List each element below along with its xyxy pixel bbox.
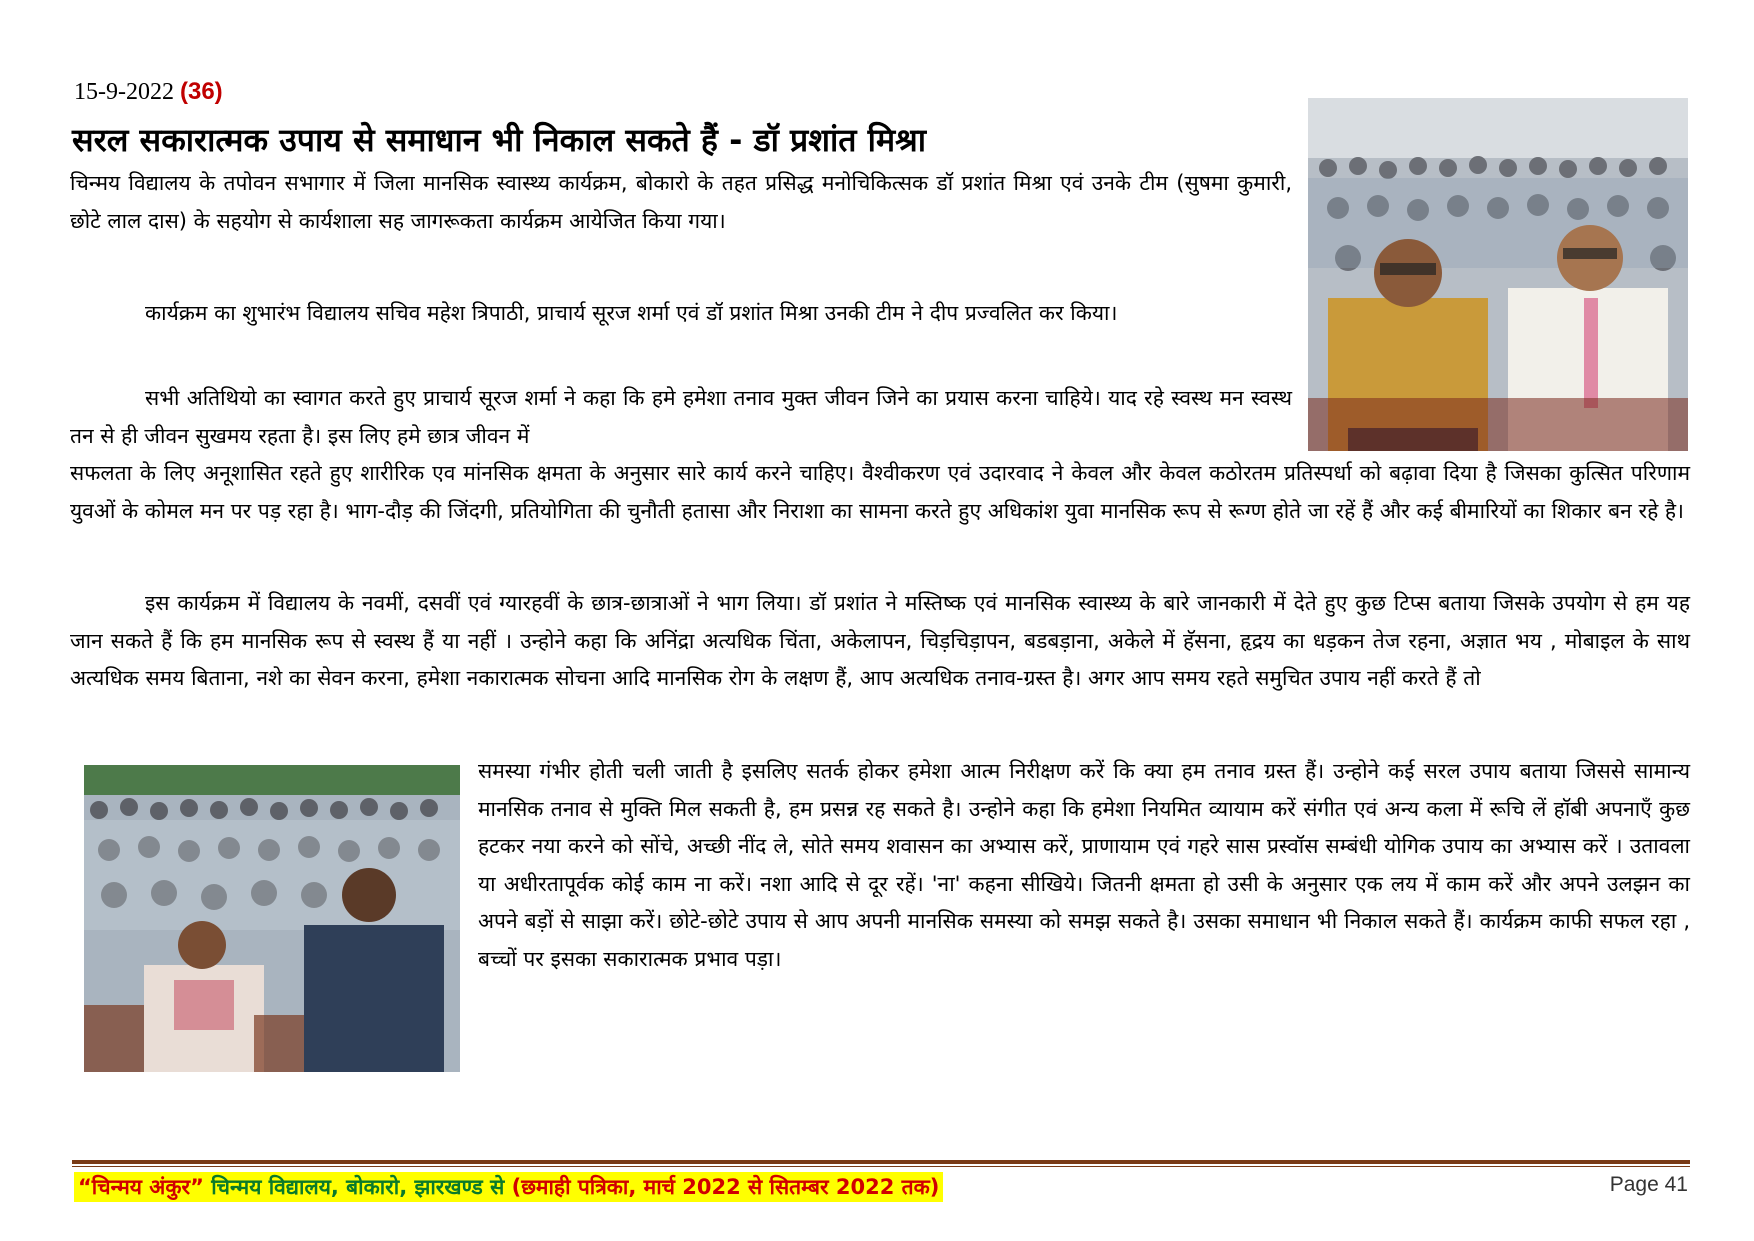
paragraph-3-continued: सफलता के लिए अनूशासित रहते हुए शारीरिक एव मांनसिक क्षमता के अनुसार सारे कार्य करने चाहिए। वैश्वीकरण एवं उदारवाद ने केवल और केवल कठोरतम प्रतिस्पर्धा को बढ़ावा दिया है जिसका कुत्सित परिणाम युवओं के कोमल मन पर पड़ रहा है। भाग-दौड़ की जिंदगी, प्रतियोगिता की चुनौती हतासा और निराशा का सामना करते हुए अधिकांश युवा मानसिक रूप से रूग्ण होते जा रहें हैं और कई बीमारियों का शिकार बन रहे है। xyxy=(70,461,1690,523)
footer-rule-thin xyxy=(72,1166,1690,1167)
publication-period: (छमाही पत्रिका, मार्च 2022 से सितम्बर 2022 तक) xyxy=(511,1175,940,1199)
paragraph-2: कार्यक्रम का शुभारंभ विद्यालय सचिव महेश त्रिपाठी, प्राचार्य सूरज शर्मा एवं डॉ प्रशांत मिश्रा उनकी टीम ने दीप प्रज्वलित कर किया। xyxy=(145,301,1118,325)
photo-audience xyxy=(84,765,460,1072)
date: 15-9-2022 xyxy=(74,79,174,105)
page-number: Page 41 xyxy=(1609,1173,1688,1196)
article-title: सरल सकारात्मक उपाय से समाधान भी निकाल सकते हैं - डॉ प्रशांत मिश्रा xyxy=(72,121,927,159)
date-line xyxy=(74,78,223,106)
photo-dignitaries xyxy=(1308,98,1688,451)
dignitaries-image xyxy=(1308,98,1688,451)
school-name: चिन्मय विद्यालय, बोकारो, झारखण्ड से xyxy=(211,1175,505,1199)
footer-rule xyxy=(72,1160,1690,1164)
footer-band xyxy=(74,1172,943,1202)
paragraph-4-continued: समस्या गंभीर होती चली जाती है इसलिए सतर्क होकर हमेशा आत्म निरीक्षण करें कि क्या हम तनाव ग्रस्त हैं। उन्होने कई सरल उपाय बताया जिससे सामान्य मानसिक तनाव से मुक्ति मिल सकती है, हम प्रसन्न रह सकते है। उन्होने कहा कि हमेशा नियमित व्यायाम करें संगीत एवं अन्य कला में रूचि लें हॉबी अपनाएँ कुछ हटकर नया करने को सोंचे, अच्छी नींद ले, सोते समय शवासन का अभ्यास करें, प्राणायाम एवं गहरे सास प्रस्वॉस सम्बंधी योगिक उपाय का अभ्यास करें । उतावला या अधीरतापूर्वक कोई काम ना करें। नशा आदि से दूर रहें। 'ना' कहना सीखिये। जितनी क्षमता हो उसी के अनुसार एक लय में काम करें और अपने उलझन का अपने बड़ों से साझा करें। छोटे-छोटे उपाय से आप अपनी मानसिक समस्या को समझ सकते है। उसका समाधान भी निकाल सकते हैं। कार्यक्रम काफी सफल रहा , बच्चों पर इसका सकारात्मक प्रभाव पड़ा। xyxy=(478,759,1690,971)
paragraph-3-start: सभी अतिथियो का स्वागत करते हुए प्राचार्य सूरज शर्मा ने कहा कि हमे हमेशा तनाव मुक्त जीवन जिने का प्रयास करना चाहिये। याद रहे स्वस्थ मन स्वस्थ तन से ही जीवन सुखमय रहता है। इस लिए हमे छात्र जीवन में xyxy=(70,386,1292,448)
magazine-name: “चिन्मय अंकुर” xyxy=(78,1175,204,1199)
paragraph-4-start: इस कार्यक्रम में विद्यालय के नवमीं, दसवीं एवं ग्यारहवीं के छात्र-छात्राओं ने भाग लिया। डॉ प्रशांत ने मस्तिष्क एवं मानसिक स्वास्थ्य के बारे जानकारी में देते हुए कुछ टिप्स बताया जिसके उपयोग से हम यह जान सकते हैं कि हम मानसिक रूप से स्वस्थ हैं या नहीं । उन्होने कहा कि अनिंद्रा अत्यधिक चिंता, अकेलापन, चिड़चिड़ापन, बडबड़ाना, अकेले में हॅसना, हृद्रय का धड़कन तेज रहना, अज्ञात भय , मोबाइल के साथ अत्यधिक समय बिताना, नशे का सेवन करना, हमेशा नकारात्मक सोचना आदि मानसिक रोग के लक्षण हैं, आप अत्यधिक तनाव-ग्रस्त है। अगर आप समय रहते समुचित उपाय नहीं करते हैं तो xyxy=(70,591,1690,690)
audience-image xyxy=(84,765,460,1072)
paragraph-1: चिन्मय विद्यालय के तपोवन सभागार में जिला मानसिक स्वास्थ्य कार्यक्रम, बोकारो के तहत प्रसिद्ध मनोचिकित्सक डॉ प्रशांत मिश्रा एवं उनके टीम (सुषमा कुमारी, छोटे लाल दास) के सहयोग से कार्यशाला सह जागरूकता कार्यक्रम आयेजित किया गया। xyxy=(70,171,1292,233)
issue-number: (36) xyxy=(179,78,223,105)
